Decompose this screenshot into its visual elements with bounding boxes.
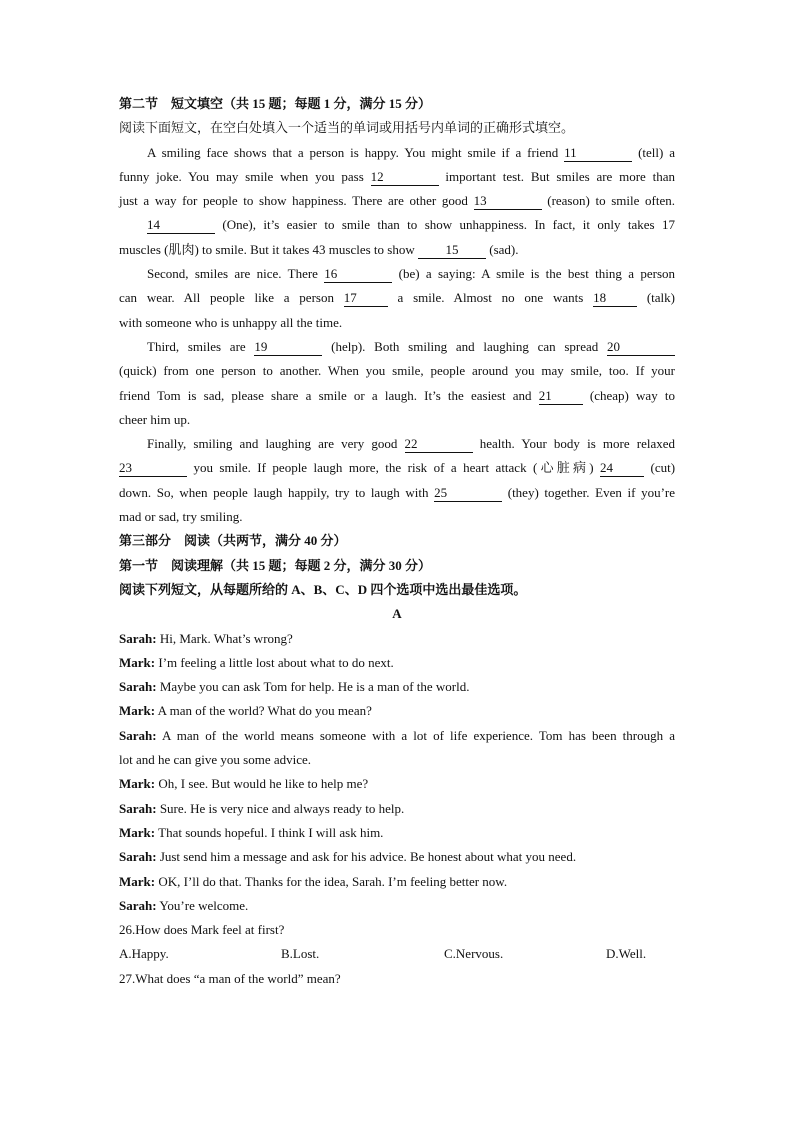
- passage-line: 14 (One), it’s easier to smile than to show unhappiness. In fact, it only takes 17: [147, 217, 676, 233]
- blank-19: 19: [254, 339, 322, 356]
- option-d: D.Well.: [606, 946, 647, 962]
- speaker: Sarah:: [119, 630, 157, 646]
- speaker: Sarah:: [119, 679, 157, 695]
- option-c: C.Nervous.: [444, 946, 504, 962]
- blank-24: 24: [600, 460, 644, 477]
- passage-line: cheer him up.: [119, 411, 191, 427]
- passage-line: Third, smiles are 19 (help). Both smiling and laughing can spread 20: [119, 335, 675, 359]
- part3-heading: 第三部分 阅读（共两节，满分 40 分）: [119, 533, 347, 549]
- passage-line: friend Tom is sad, please share a smile or a laugh. It’s the easiest and 21 (cheap) way to: [119, 387, 675, 403]
- passage-line: muscles (肌肉) to smile. But it takes 43 muscles to show 15 (sad).: [119, 241, 519, 257]
- dialogue-line: Sarah: You’re welcome.: [119, 897, 249, 913]
- passage-line: mad or sad, try smiling.: [119, 509, 243, 525]
- dialogue-line: Sarah: Just send him a message and ask for his advice. Be honest about what you need.: [119, 849, 577, 865]
- blank-14: 14: [147, 217, 215, 234]
- dialogue-line: Sarah: A man of the world means someone with a lot of life experience. Tom has been through a: [119, 727, 675, 743]
- blank-15: 15: [418, 242, 486, 259]
- blank-18: 18: [593, 290, 637, 307]
- blank-21: 21: [539, 388, 583, 405]
- blank-12: 12: [371, 169, 439, 186]
- blank-16: 16: [324, 266, 392, 283]
- dialogue: [119, 627, 675, 919]
- option-a: A.Happy.: [119, 946, 169, 962]
- speaker: Mark:: [119, 873, 156, 889]
- speaker: Mark:: [119, 654, 156, 670]
- question-26-stem: 26.How does Mark feel at first?: [119, 922, 285, 938]
- exam-content: [119, 92, 675, 991]
- passage-line: 23 you smile. If people laugh more, the risk of a heart attack (心脏病) 24 (cut): [119, 460, 676, 476]
- dialogue-line: Mark: OK, I’ll do that. Thanks for the idea, Sarah. I’m feeling better now.: [119, 873, 508, 889]
- option-b: B.Lost.: [281, 946, 320, 962]
- part3-instruction: 阅读下列短文，从每题所给的 A、B、C、D 四个选项中选出最佳选项。: [119, 581, 527, 597]
- passage-line: (quick) from one person to another. When you smile, people around you may smile, too. If your: [119, 363, 675, 379]
- dialogue-line: Mark: I’m feeling a little lost about what to do next.: [119, 654, 394, 670]
- passage-line: with someone who is unhappy all the time.: [119, 314, 343, 330]
- dialogue-line: Sarah: Sure. He is very nice and always ready to help.: [119, 800, 405, 816]
- dialogue-line: Sarah: Maybe you can ask Tom for help. He is a man of the world.: [119, 679, 470, 695]
- dialogue-line: Mark: Oh, I see. But would he like to help me?: [119, 776, 369, 792]
- blank-11: 11: [564, 145, 632, 162]
- blank-25: 25: [434, 485, 502, 502]
- passage-line: Finally, smiling and laughing are very good 22 health. Your body is more relaxed: [147, 436, 676, 452]
- question-26-options: [119, 942, 675, 966]
- passage-line: just a way for people to show happiness. There are other good 13 (reason) to smile often.: [119, 193, 676, 209]
- passage-line: funny joke. You may smile when you pass 12 important test. But smiles are more than: [119, 168, 676, 184]
- speaker: Sarah:: [119, 849, 157, 865]
- blank-13: 13: [474, 193, 542, 210]
- section2-heading: 第二节 短文填空（共 15 题；每题 1 分，满分 15 分）: [119, 96, 432, 111]
- passage-line: A smiling face shows that a person is happy. You might smile if a friend 11 (tell) a: [147, 144, 676, 160]
- speaker: Mark:: [119, 703, 156, 719]
- section2-instruction: 阅读下面短文，在空白处填入一个适当的单词或用括号内单词的正确形式填空。: [119, 120, 575, 136]
- cloze-passage: [119, 141, 675, 530]
- speaker: Sarah:: [119, 800, 157, 816]
- blank-22: 22: [405, 436, 473, 453]
- passage-line: can wear. All people like a person 17 a smile. Almost no one wants 18 (talk): [119, 290, 675, 306]
- part3-sub-heading: 第一节 阅读理解（共 15 题；每题 2 分，满分 30 分）: [119, 557, 432, 573]
- passage-line: Second, smiles are nice. There 16 (be) a saying: A smile is the best thing a person: [147, 266, 676, 282]
- blank-23: 23: [119, 460, 187, 477]
- dialogue-line: Sarah: Hi, Mark. What’s wrong?: [119, 630, 293, 646]
- speaker: Mark:: [119, 776, 156, 792]
- speaker: Sarah:: [119, 727, 157, 743]
- question-27-stem: 27.What does “a man of the world” mean?: [119, 970, 341, 986]
- dialogue-line: Mark: That sounds hopeful. I think I will ask him.: [119, 824, 384, 840]
- blank-20: 20: [607, 339, 675, 356]
- blank-17: 17: [344, 290, 388, 307]
- speaker: Sarah:: [119, 897, 157, 913]
- dialogue-line-continued: lot and he can give you some advice.: [119, 752, 312, 768]
- passage-line: down. So, when people laugh happily, try to laugh with 25 (they) together. Even if you’re: [119, 484, 676, 500]
- passage-label: A: [392, 606, 402, 622]
- dialogue-line: Mark: A man of the world? What do you mean?: [119, 703, 372, 719]
- speaker: Mark:: [119, 824, 156, 840]
